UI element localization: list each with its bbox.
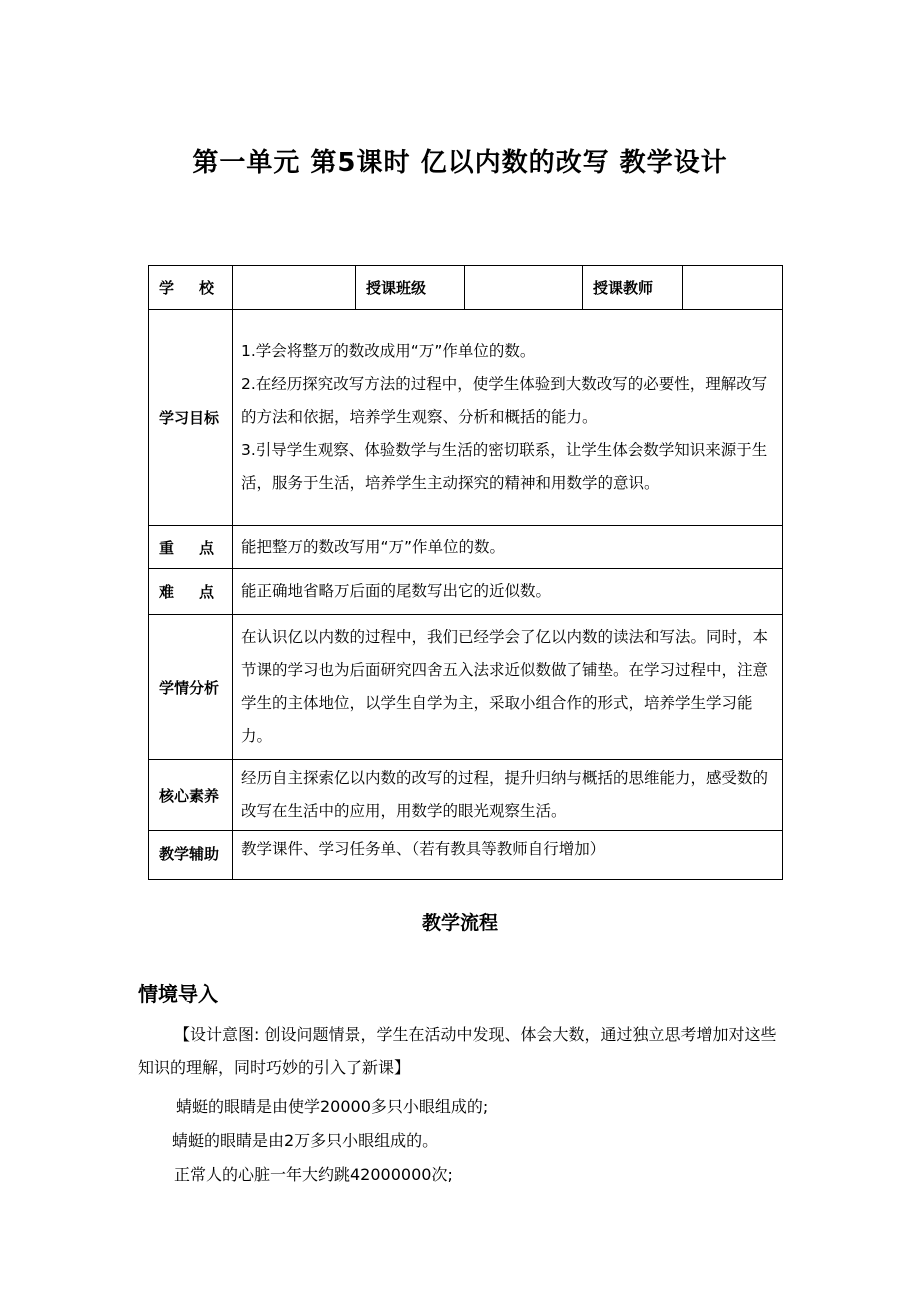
goals-cell <box>233 310 783 526</box>
table-row <box>149 615 783 760</box>
core-literacy-text: 经历自主探索亿以内数的改写的过程，提升归纳与概括的思维能力，感受数的改写在生活中的应用，用数学的眼光观察生活。 <box>233 760 783 831</box>
section-heading: 情境导入 <box>138 982 218 1006</box>
example-line-1: 蜻蜓的眼睛是由使学20000多只小眼组成的; <box>176 1097 489 1116</box>
analysis-text: 在认识亿以内数的过程中，我们已经学会了亿以内数的读法和写法。同时，本节课的学习也为后面研究四舍五入法求近似数做了铺垫。在学习过程中，注意学生的主体地位，以学生自学为主，采取小组合作的形式，培养学生学习能力。 <box>233 615 783 760</box>
difficulty-label-cell <box>149 569 233 615</box>
table-row <box>149 569 783 615</box>
core-literacy-label: 核心素养 <box>149 760 233 831</box>
teacher-label: 授课教师 <box>583 266 683 310</box>
analysis-label: 学情分析 <box>149 615 233 760</box>
example-line-2: 蜻蜓的眼睛是由2万多只小眼组成的。 <box>172 1131 439 1150</box>
school-value-cell <box>233 266 356 310</box>
table-row <box>149 831 783 880</box>
lesson-info-table <box>148 265 783 880</box>
goal-item: 3.引导学生观察、体验数学与生活的密切联系，让学生体会数学知识来源于生活，服务于生活，培养学生主动探究的精神和用数学的意识。 <box>241 441 768 492</box>
class-value-cell <box>465 266 583 310</box>
goals-label: 学习目标 <box>149 310 233 526</box>
school-label-cell <box>149 266 233 310</box>
difficulty-label-b: 点 <box>198 583 214 601</box>
key-point-text: 能把整万的数改写用“万”作单位的数。 <box>233 526 783 569</box>
school-label-a: 学 <box>159 279 175 297</box>
school-label-b: 校 <box>198 279 214 297</box>
example-line-3: 正常人的心脏一年大约跳42000000次; <box>174 1165 453 1184</box>
goal-item: 2.在经历探究改写方法的过程中，使学生体验到大数改写的必要性，理解改写的方法和依据，培养学生观察、分析和概括的能力。 <box>241 375 768 426</box>
teacher-value-cell <box>683 266 783 310</box>
key-label-a: 重 <box>159 538 175 557</box>
table-row <box>149 266 783 310</box>
key-label-cell <box>149 526 233 569</box>
table-row <box>149 760 783 831</box>
document-title: 第一单元 第5课时 亿以内数的改写 教学设计 <box>192 148 728 178</box>
teaching-aid-text: 教学课件、学习任务单、（若有教具等教师自行增加） <box>233 831 783 880</box>
class-label: 授课班级 <box>356 266 465 310</box>
teaching-aid-label: 教学辅助 <box>149 831 233 880</box>
difficulty-text: 能正确地省略万后面的尾数写出它的近似数。 <box>233 569 783 615</box>
key-label-b: 点 <box>198 538 214 557</box>
teaching-flow-title: 教学流程 <box>421 912 498 934</box>
table-row <box>149 526 783 569</box>
design-intent-paragraph: 【设计意图: 创设问题情景，学生在活动中发现、体会大数，通过独立思考增加对这些知识的理解，同时巧妙的引入了新课】 <box>138 1025 777 1077</box>
difficulty-label-a: 难 <box>159 583 175 601</box>
goal-item: 1.学会将整万的数改成用“万”作单位的数。 <box>241 342 536 360</box>
table-row <box>149 310 783 526</box>
